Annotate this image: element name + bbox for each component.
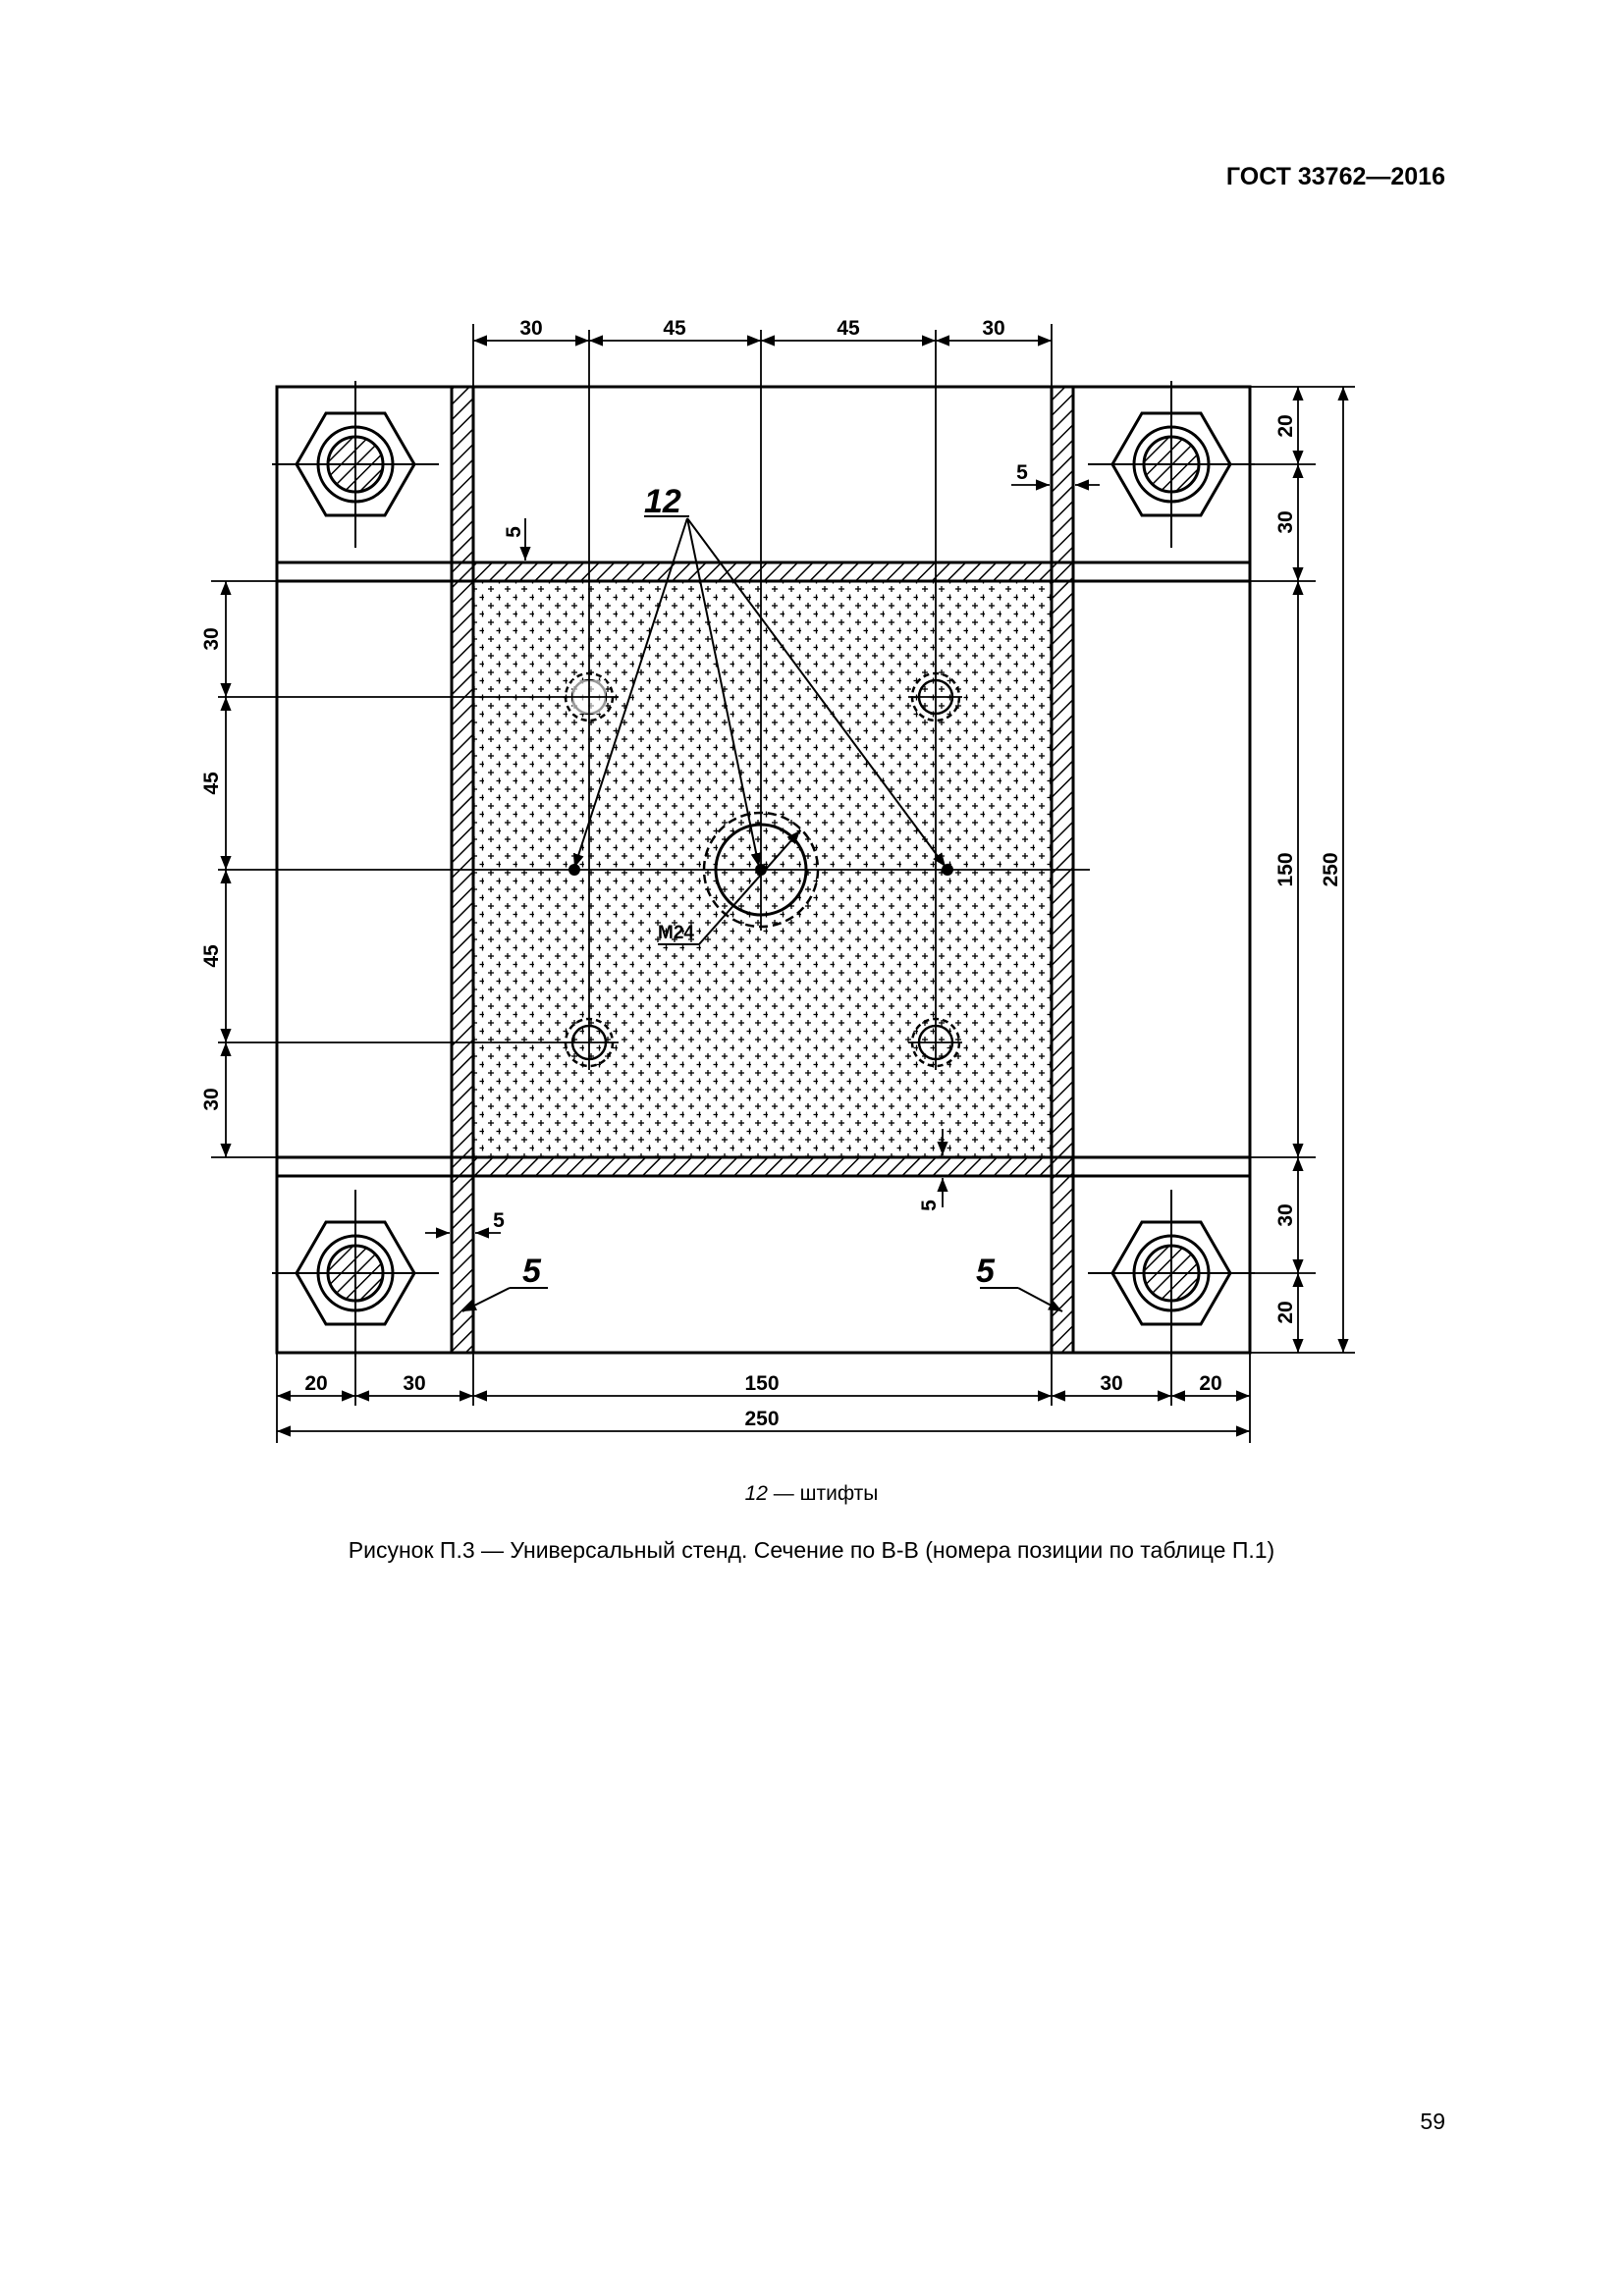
dim-wall-5-bottom-right: 5 [918,1200,941,1211]
thread-label: M24 [658,923,694,943]
dim-top-45-right: 45 [837,317,860,340]
dim-bottom-20-left: 20 [304,1372,328,1395]
dim-top-45-left: 45 [663,317,686,340]
dim-top-30-right: 30 [982,317,1005,340]
page-number: 59 [1420,2109,1445,2134]
dim-right-30-top: 30 [1274,510,1297,534]
dim-bottom-30-right: 30 [1100,1372,1123,1395]
standard-header: ГОСТ 33762—2016 [1225,163,1445,190]
dim-bottom-250: 250 [744,1408,780,1430]
legend-text: — штифты [767,1482,879,1505]
dim-wall-5-top-right: 5 [1016,461,1028,484]
position-label-pins: 12 [644,483,681,520]
dim-bottom-30-left: 30 [403,1372,426,1395]
dim-wall-5-top-left: 5 [503,526,525,538]
wall-bottom [473,1157,1052,1176]
position-label-wall-left: 5 [522,1253,541,1290]
dim-top-30-left: 30 [519,317,543,340]
dim-right-150: 150 [1274,852,1297,887]
bolt-top-left-icon [272,381,439,548]
dim-left-30-bottom: 30 [200,1088,223,1111]
figure-caption: Рисунок П.3 — Универсальный стенд. Сечение по В-В (номера позиции по таблице П.1) [348,1537,1275,1563]
dim-right-30-bottom: 30 [1274,1203,1297,1227]
dim-bottom-20-right: 20 [1199,1372,1222,1395]
dim-right-20-bottom: 20 [1274,1301,1297,1324]
dim-left-45-bottom: 45 [200,944,223,968]
legend-number: 12 [744,1482,768,1505]
dim-bottom-150: 150 [744,1372,780,1395]
position-label-wall-right: 5 [976,1253,995,1290]
dim-right-250: 250 [1320,852,1342,887]
figure-legend [0,1482,1623,1506]
dim-left-45-top: 45 [200,772,223,795]
dim-right-20-top: 20 [1274,414,1297,438]
wall-top [473,562,1052,581]
dim-wall-5-bottom-left: 5 [493,1209,505,1232]
dim-left-30-top: 30 [200,627,223,651]
